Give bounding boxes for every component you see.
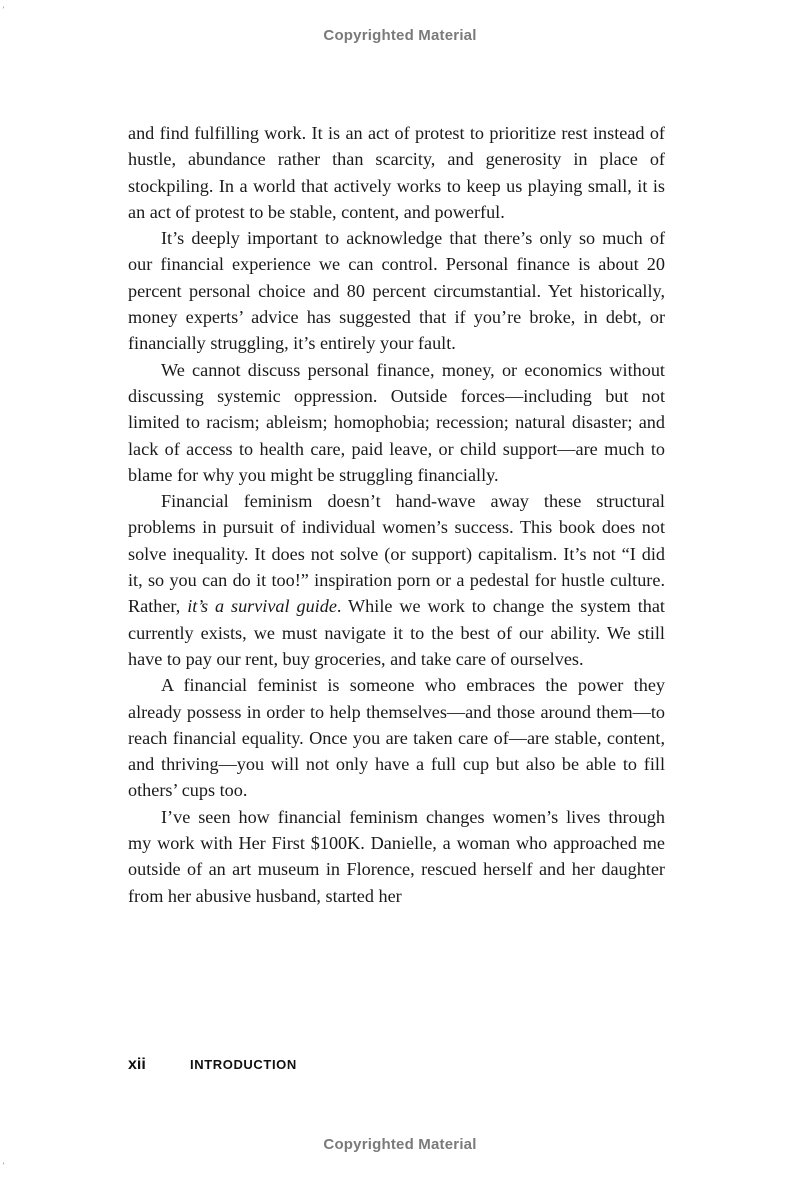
- page-footer: [128, 1056, 297, 1074]
- paragraph-control: It’s deeply important to acknowledge that there’s only so much of our financial experience we can control. Personal finance is about 20 percent personal choice and 80 percent circumstantial. Yet historically, money experts’ advice has suggested that if you’re broke, in debt, or financially struggling, it’s entirely your fault.: [128, 228, 665, 354]
- crop-mark-bottom-left: ’: [2, 1162, 5, 1172]
- paragraph-continued: and find fulfilling work. It is an act of protest to prioritize rest instead of hustle, abundance rather than scarcity, and generosity in place of stockpiling. In a world that actively works to keep us playing small, it is an act of protest to be stable, content, and powerful.: [128, 123, 665, 222]
- copyright-watermark-bottom: Copyrighted Material: [323, 1136, 477, 1153]
- paragraph-systemic-oppression: We cannot discuss personal finance, money, or economics without discussing systemic oppression. Outside forces—including but not limited to racism; ableism; homophobia; recession; natural disaster; and lack of access to health care, paid leave, or child support—are much to blame for why you might be struggling financially.: [128, 359, 665, 485]
- page-body: [128, 120, 665, 909]
- copyright-watermark-top: Copyrighted Material: [323, 27, 477, 44]
- crop-mark-top-left: ’: [2, 6, 5, 16]
- survival-guide-emphasis: it’s a survival guide: [187, 596, 337, 617]
- survival-guide-text-before: Financial feminism doesn’t hand-wave away these structural problems in pursuit of individual women’s success. This book does not solve inequality. It does not solve (or support) capitalism. It’s not “I did it, so you can do it too!” inspiration porn or a pedestal for hustle culture. Rather,: [128, 491, 665, 617]
- paragraph-her-first-100k: I’ve seen how financial feminism changes women’s lives through my work with Her First $100K. Danielle, a woman who approached me outside of an art museum in Florence, rescued herself and her daughter from her abusive husband, started her: [128, 806, 665, 906]
- paragraph-financial-feminist: A financial feminist is someone who embraces the power they already possess in order to help themselves—and those around them—to reach financial equality. Once you are taken care of—are stable, content, and thriving—you will not only have a full cup but also be able to fill others’ cups too.: [128, 675, 665, 801]
- running-head: INTRODUCTION: [190, 1057, 297, 1072]
- page-number: xii: [128, 1056, 146, 1073]
- survival-guide-text-after: . While we work to change the system that currently exists, we must navigate it to the best of our ability. We still have to pay our rent, buy groceries, and take care of ourselves.: [128, 596, 665, 669]
- paragraph-survival-guide: [128, 488, 665, 672]
